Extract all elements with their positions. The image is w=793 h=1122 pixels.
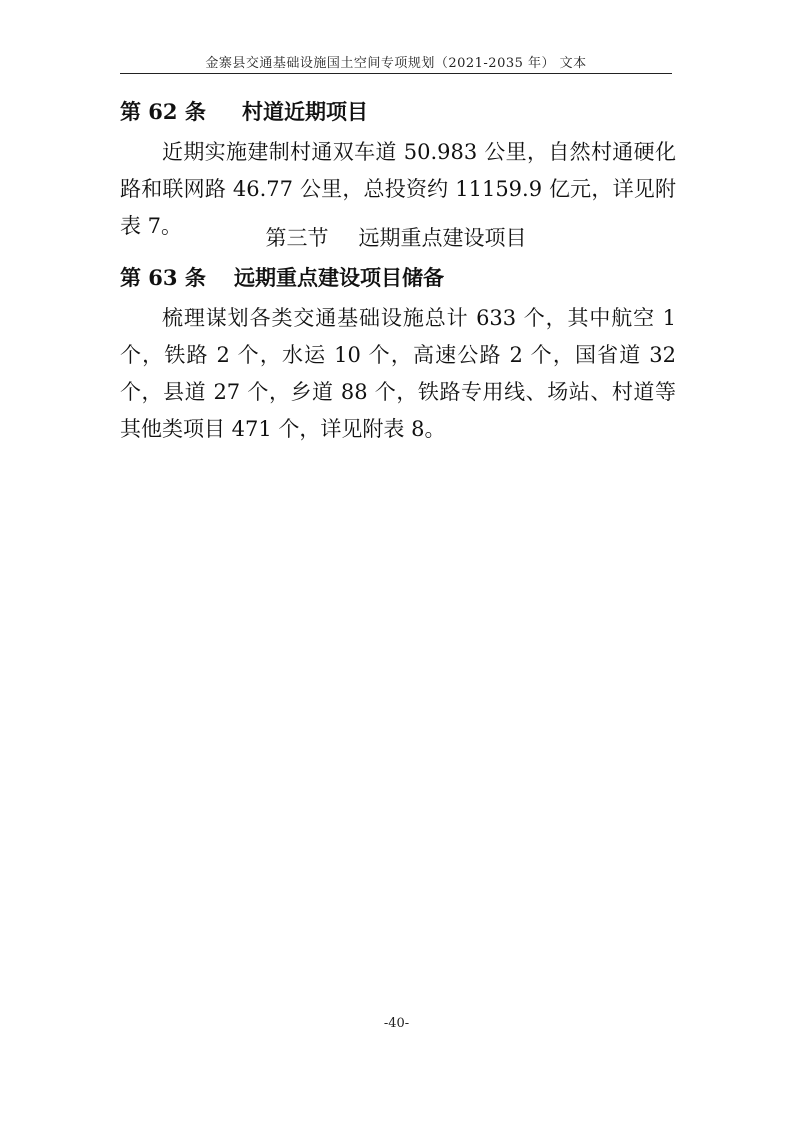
article-63-paragraph: 梳理谋划各类交通基础设施总计 633 个，其中航空 1 个，铁路 2 个，水运 10 个，高速公路 2 个，国省道 32 个，县道 27 个，乡道 88 个，铁路专用线、场站、村道等其他类项目 471 个，详见附表 8。 [120, 306, 676, 441]
section-title: 远期重点建设项目 [358, 226, 527, 250]
article-62-title: 村道近期项目 [242, 99, 368, 124]
section-heading [120, 222, 672, 252]
article-62-heading [120, 96, 368, 126]
section-number: 第三节 [265, 226, 329, 250]
header-rule [120, 73, 672, 74]
article-63-body [120, 300, 676, 448]
article-62-paragraph: 近期实施建制村通双车道 50.983 公里，自然村通硬化路和联网路 46.77 公里，总投资约 11159.9 亿元，详见附表 7。 [120, 140, 676, 238]
article-63-number: 第 63 条 [120, 265, 206, 290]
page-number: -40- [383, 1016, 410, 1031]
article-63-title: 远期重点建设项目储备 [234, 265, 444, 290]
article-62-number: 第 62 条 [120, 99, 206, 124]
running-header: 金寨县交通基础设施国土空间专项规划（2021-2035 年） 文本 [205, 56, 587, 71]
article-63-heading [120, 262, 444, 292]
